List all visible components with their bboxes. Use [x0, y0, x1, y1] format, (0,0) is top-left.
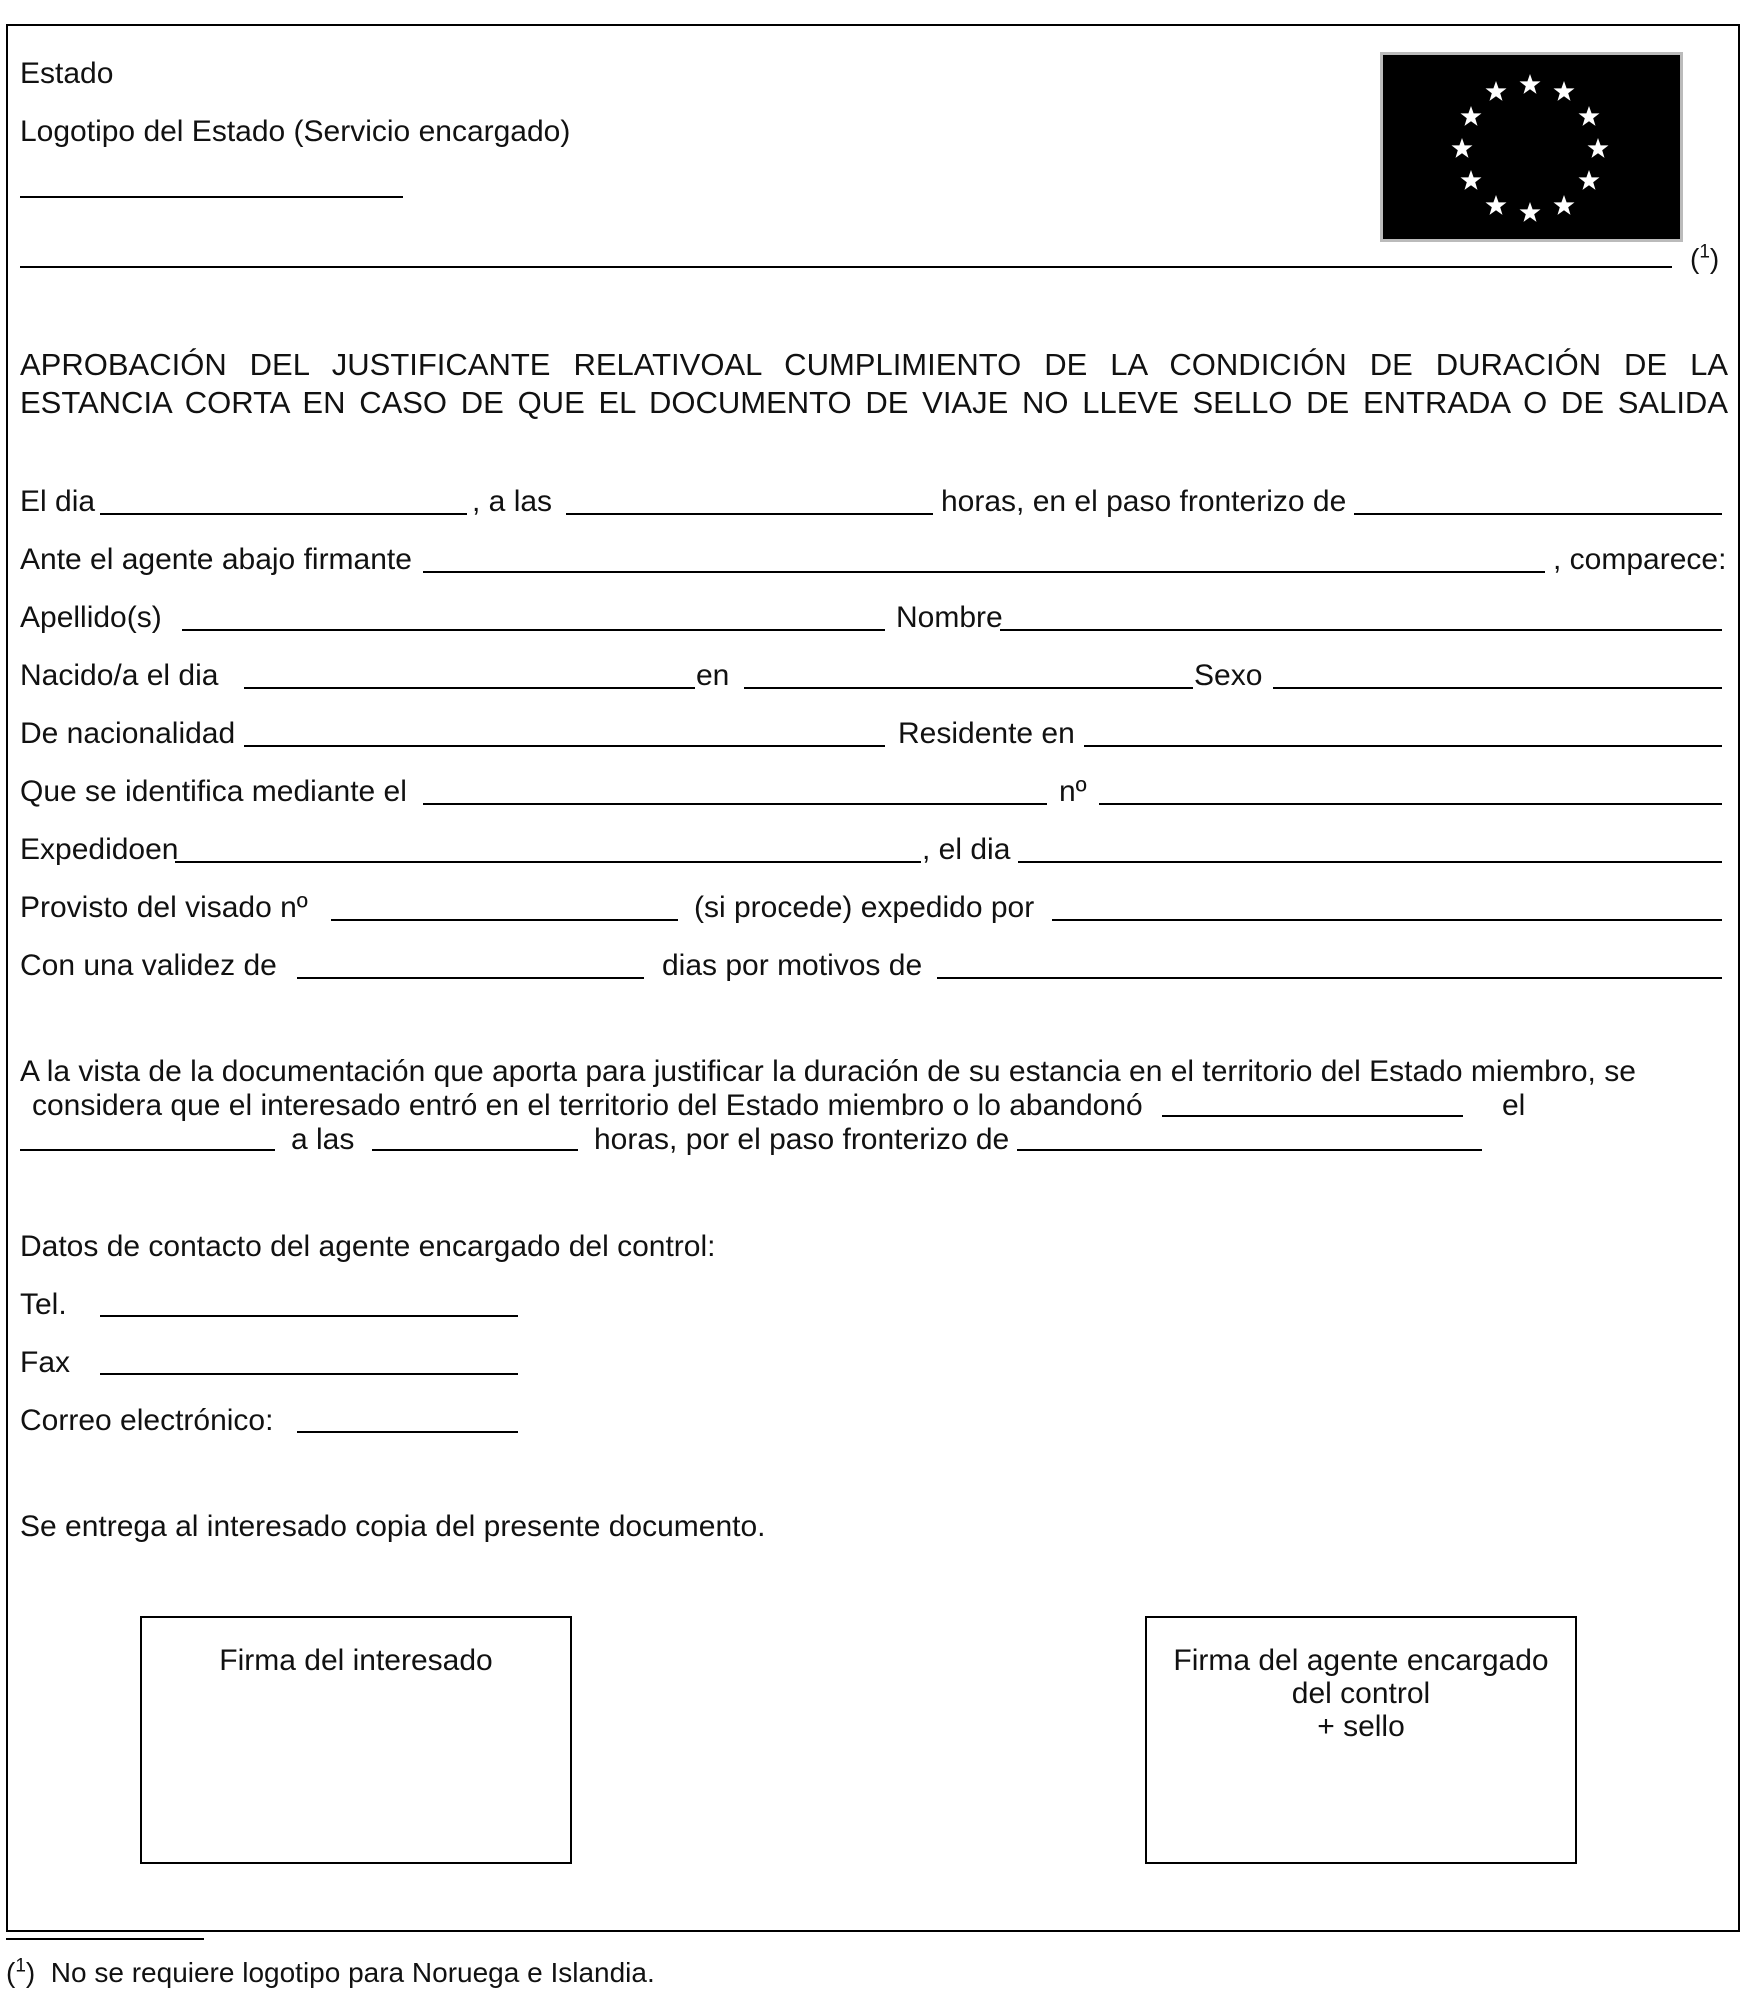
input-fecha-nacimiento[interactable] — [244, 687, 695, 689]
input-fecha-entrada[interactable] — [20, 1149, 275, 1151]
footnote-separator — [6, 1938, 204, 1940]
input-email[interactable] — [297, 1431, 518, 1433]
input-entro-abandono[interactable] — [1162, 1115, 1463, 1117]
signature-agente-line-3: + sello — [1317, 1710, 1405, 1743]
input-hora-entrada[interactable] — [372, 1149, 578, 1151]
label-identifica: Que se identifica mediante el — [20, 775, 407, 808]
label-validez: Con una validez de — [20, 949, 277, 982]
input-expedido-en[interactable] — [175, 861, 921, 863]
input-documento[interactable] — [423, 803, 1047, 805]
statement-line-2-end: el — [1502, 1089, 1526, 1122]
input-fax[interactable] — [100, 1373, 518, 1375]
state-label: Estado — [20, 57, 114, 90]
signature-box-interesado[interactable] — [140, 1616, 572, 1864]
label-el-dia: , el dia — [922, 833, 1011, 866]
input-motivos[interactable] — [937, 977, 1722, 979]
input-paso-entrada[interactable] — [1017, 1149, 1482, 1151]
label-fax: Fax — [20, 1346, 71, 1379]
input-hora[interactable] — [566, 513, 933, 515]
label-email: Correo electrónico: — [20, 1404, 274, 1437]
statement-paso: horas, por el paso fronterizo de — [594, 1123, 1010, 1156]
eu-flag — [1380, 52, 1683, 242]
service-blank-line[interactable] — [20, 266, 1672, 268]
input-nombre[interactable] — [1000, 629, 1722, 631]
label-tel: Tel. — [20, 1288, 67, 1321]
input-numero-visado[interactable] — [331, 919, 678, 921]
label-nacido: Nacido/a el dia — [20, 659, 219, 692]
input-nacionalidad[interactable] — [244, 745, 885, 747]
label-comparece: , comparece: — [1553, 543, 1727, 576]
label-en: en — [696, 659, 730, 692]
signature-agente-line-2: del control — [1291, 1677, 1431, 1710]
label-numero: nº — [1059, 775, 1087, 808]
label-apellidos: Apellido(s) — [20, 601, 162, 634]
label-sexo: Sexo — [1194, 659, 1263, 692]
label-horas-paso: horas, en el paso fronterizo de — [941, 485, 1347, 518]
footnote: ($^1$) No se requiere logotipo para Noruega e Islandia. — [6, 1955, 655, 1988]
label-agente: Ante el agente abajo firmante — [20, 543, 412, 576]
input-residencia[interactable] — [1084, 745, 1722, 747]
input-sexo[interactable] — [1273, 687, 1722, 689]
signature-interesado-label: Firma del interesado — [219, 1644, 493, 1677]
eu-stars-icon — [1383, 55, 1680, 239]
statement-a-las: a las — [291, 1123, 355, 1156]
input-expedido-por[interactable] — [1052, 919, 1722, 921]
contact-heading: Datos de contacto del agente encargado del control: — [20, 1230, 716, 1263]
label-expedido: Expedidoen — [20, 833, 179, 866]
input-paso-fronterizo[interactable] — [1354, 513, 1722, 515]
input-tel[interactable] — [100, 1315, 518, 1317]
label-residente: Residente en — [898, 717, 1075, 750]
footnote-text: No se requiere logotipo para Noruega e Islandia. — [50, 1957, 655, 1988]
input-agente[interactable] — [423, 571, 1545, 573]
input-dia[interactable] — [100, 513, 467, 515]
statement-line-2: considera que el interesado entró en el territorio del Estado miembro o lo abandonó — [32, 1089, 1143, 1122]
label-si-procede: (si procede) expedido por — [694, 891, 1035, 924]
label-nombre: Nombre — [896, 601, 1003, 634]
input-apellidos[interactable] — [182, 629, 885, 631]
footnote-ref: ($^1$) — [1690, 241, 1720, 274]
label-nacionalidad: De nacionalidad — [20, 717, 236, 750]
logo-label: Logotipo del Estado (Servicio encargado) — [20, 115, 571, 148]
input-fecha-expedicion[interactable] — [1018, 861, 1722, 863]
form-title: APROBACIÓN DEL JUSTIFICANTE RELATIVOAL CUMPLIMIENTO DE LA CONDICIÓN DE DURACIÓN DE LA ESTANCIA CORTA EN CASO DE QUE EL DOCUMENTO DE VIAJE NO LLEVE SELLO DE ENTRADA O DE SALIDA — [20, 347, 1728, 420]
input-numero-documento[interactable] — [1099, 803, 1722, 805]
state-blank-line[interactable] — [20, 196, 403, 198]
label-dia: El dia — [20, 485, 96, 518]
signature-agente-line-1: Firma del agente encargado — [1173, 1644, 1549, 1677]
statement-line-1: A la vista de la documentación que aporta para justificar la duración de su estancia en el territorio del Estado miembro, se — [20, 1055, 1636, 1088]
copy-note: Se entrega al interesado copia del presente documento. — [20, 1510, 766, 1543]
label-dias-motivos: dias por motivos de — [662, 949, 923, 982]
label-visado: Provisto del visado nº — [20, 891, 308, 924]
label-a-las: , a las — [472, 485, 553, 518]
input-validez[interactable] — [297, 977, 644, 979]
input-lugar-nacimiento[interactable] — [744, 687, 1193, 689]
signature-box-agente[interactable] — [1145, 1616, 1577, 1864]
